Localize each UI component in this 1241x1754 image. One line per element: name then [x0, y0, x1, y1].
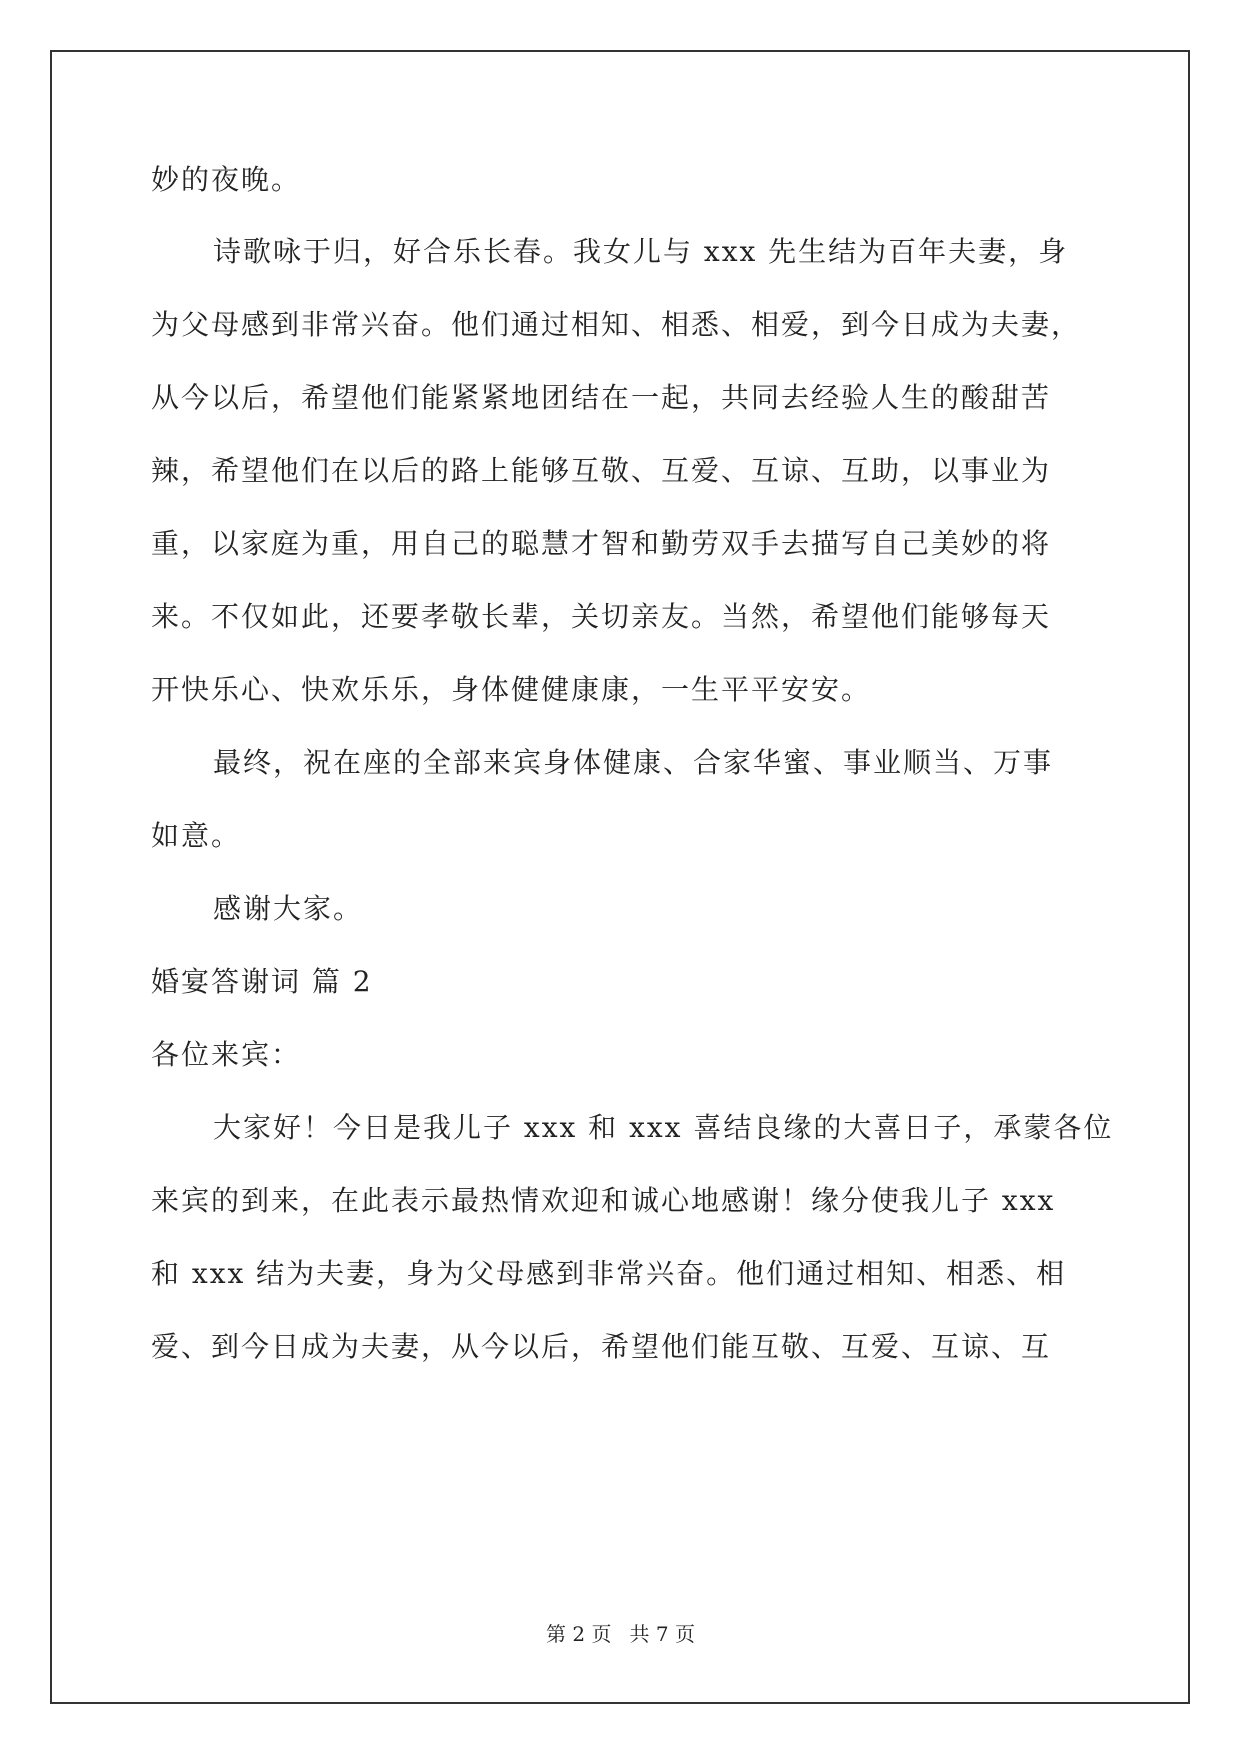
text-line: 开快乐心、快欢乐乐，身体健健康康，一生平平安安。 — [151, 673, 872, 706]
text-line: 来宾的到来，在此表示最热情欢迎和诚心地感谢！缘分使我儿子 xxx — [151, 1184, 1056, 1217]
page-footer — [0, 1618, 1241, 1647]
text-line: 如意。 — [151, 819, 242, 852]
text-line: 感谢大家。 — [213, 892, 364, 925]
page-number: 第 2 页 — [546, 1622, 612, 1646]
page-border — [50, 50, 1190, 1704]
text-line: 重，以家庭为重，用自己的聪慧才智和勤劳双手去描写自己美妙的将 — [151, 527, 1052, 560]
page-total: 共 7 页 — [629, 1622, 695, 1646]
section-heading: 婚宴答谢词 篇 2 — [151, 965, 373, 998]
text-line: 妙的夜晚。 — [151, 163, 302, 196]
salutation: 各位来宾： — [151, 1038, 302, 1071]
text-line: 爱、到今日成为夫妻，从今以后，希望他们能互敬、互爱、互谅、互 — [151, 1330, 1052, 1363]
text-line: 来。不仅如此，还要孝敬长辈，关切亲友。当然，希望他们能够每天 — [151, 600, 1052, 633]
text-line: 诗歌咏于归，好合乐长春。我女儿与 xxx 先生结为百年夫妻，身 — [213, 235, 1069, 268]
text-line: 大家好！今日是我儿子 xxx 和 xxx 喜结良缘的大喜日子，承蒙各位 — [213, 1111, 1114, 1144]
text-line: 为父母感到非常兴奋。他们通过相知、相悉、相爱，到今日成为夫妻， — [151, 308, 1082, 341]
text-line: 和 xxx 结为夫妻，身为父母感到非常兴奋。他们通过相知、相悉、相 — [151, 1257, 1067, 1290]
text-line: 从今以后，希望他们能紧紧地团结在一起，共同去经验人生的酸甜苦 — [151, 381, 1052, 414]
text-line: 最终，祝在座的全部来宾身体健康、合家华蜜、事业顺当、万事 — [213, 746, 1054, 779]
text-line: 辣，希望他们在以后的路上能够互敬、互爱、互谅、互助，以事业为 — [151, 454, 1052, 487]
